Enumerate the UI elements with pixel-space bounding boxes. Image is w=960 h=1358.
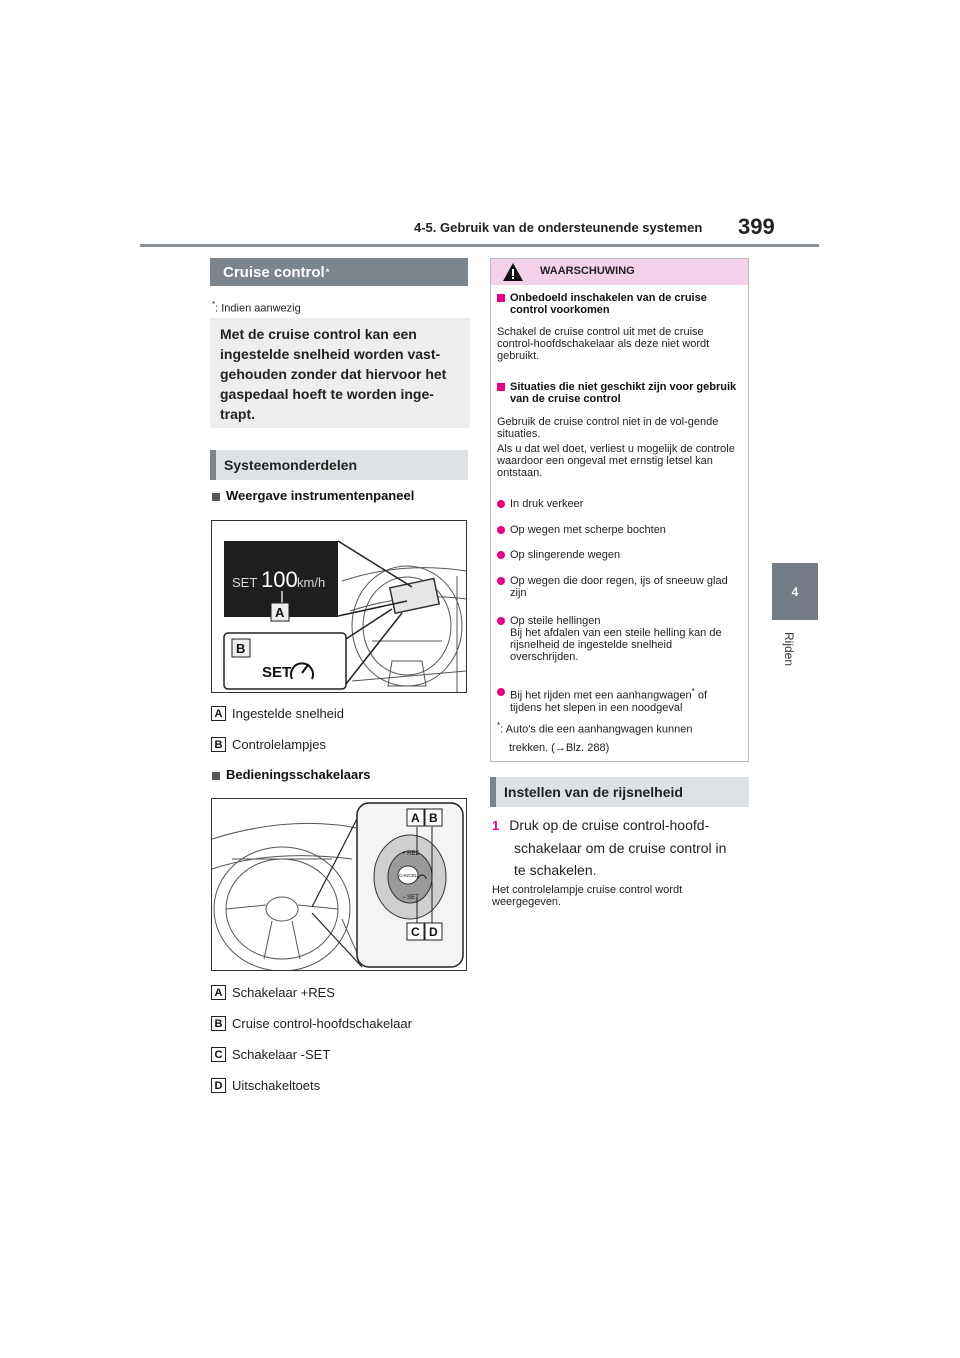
intro-line: gaspedaal hoeft te worden inge- — [220, 386, 434, 402]
legend-row — [211, 737, 326, 752]
instruction-step: 1 Druk op de cruise control-hoofd- schakelaar om de cruise control in te schakelen. — [492, 817, 727, 878]
callout-b-figure1: B — [236, 641, 246, 656]
pink-dot-bullet-icon — [497, 577, 505, 585]
legend-key-badge: A — [211, 706, 226, 721]
set-switch-label: − SET — [402, 895, 419, 901]
legend-key-badge: A — [211, 985, 226, 1000]
page-number: 399 — [738, 214, 775, 239]
legend-text: Schakelaar -SET — [232, 1047, 331, 1062]
legend-key-badge: B — [211, 737, 226, 752]
switches-heading: Bedieningsschakelaars — [212, 767, 371, 782]
square-bullet-icon — [212, 493, 220, 501]
intro-line: ingestelde snelheid worden vast- — [220, 346, 441, 362]
square-bullet-icon — [212, 772, 220, 780]
warning-list-item: Op slingerende wegen — [497, 549, 738, 561]
warning-footnote: *: Auto's die een aanhangwagen kunnen trekken. (→Blz. 288) — [497, 721, 693, 754]
warning-title: WAARSCHUWING — [540, 265, 635, 277]
warning-list-item: Op wegen met scherpe bochten — [497, 524, 738, 536]
steering-wheel-illustration — [212, 799, 466, 970]
section-title-cruise-control: Cruise control * — [210, 258, 468, 286]
legend-text: Schakelaar +RES — [232, 985, 335, 1000]
warning-list-item: Op wegen die door regen, ijs of sneeuw glad zijn — [497, 575, 738, 599]
intro-line: gehouden zonder dat hiervoor het — [220, 366, 447, 382]
chapter-tab-label: Rijden — [782, 632, 796, 667]
warning-subheading: Situaties die niet geschikt zijn voor gebruik van de cruise control — [497, 381, 740, 405]
callout-c-figure2: C — [411, 925, 420, 939]
warning-subheading: Onbedoeld inschakelen van de cruise control voorkomen — [497, 292, 740, 316]
warning-text: Als u dat wel doet, verliest u mogelijk de controle waardoor een ongeval met ernstig letsel kan ontstaan. — [497, 443, 735, 479]
pink-dot-bullet-icon — [497, 688, 505, 696]
instrument-display-figure — [211, 520, 467, 693]
intro-line: trapt. — [220, 406, 255, 422]
indicator-set-text: SET — [262, 664, 292, 681]
pink-dot-bullet-icon — [497, 551, 505, 559]
legend-row — [211, 1016, 412, 1031]
legend-row — [211, 985, 335, 1000]
legend-row — [211, 1047, 330, 1062]
res-switch-label: + RES — [402, 851, 420, 857]
pink-square-bullet-icon — [497, 294, 505, 302]
callout-b-figure2: B — [429, 811, 438, 825]
warning-triangle-icon — [502, 262, 524, 282]
section-title-set-speed: Instellen van de rijsnelheid — [490, 777, 749, 807]
legend-key-badge: C — [211, 1047, 226, 1062]
legend-text: Uitschakeltoets — [232, 1078, 321, 1093]
callout-a-figure2: A — [411, 811, 420, 825]
section-title-components: Systeemonderdelen — [210, 450, 468, 480]
intro-box — [210, 318, 470, 428]
display-unit-text: km/h — [297, 575, 326, 590]
legend-row — [211, 1078, 320, 1093]
display-set-text: SET — [232, 575, 258, 590]
legend-key-badge: D — [211, 1078, 226, 1093]
step-number: 1 — [492, 818, 500, 833]
warning-list-item: Op steile hellingen Bij het afdalen van een steile helling kan de rijsnelheid de ingestelde snelheid overschrijden. — [497, 615, 738, 663]
step-note: Het controlelampje cruise control wordt weergegeven. — [492, 884, 683, 908]
intro-line: Met de cruise control kan een — [220, 326, 417, 342]
running-header: 4-5. Gebruik van de ondersteunende systemen — [414, 220, 703, 235]
pink-dot-bullet-icon — [497, 617, 505, 625]
callout-d-figure2: D — [429, 925, 438, 939]
display-speed-text: 100 — [261, 567, 298, 592]
pink-dot-bullet-icon — [497, 526, 505, 534]
control-switches-figure — [211, 798, 467, 971]
cancel-switch-label: CANCEL — [399, 873, 418, 878]
display-heading: Weergave instrumentenpaneel — [212, 488, 414, 503]
instrument-display-illustration — [212, 521, 466, 692]
warning-text: Schakel de cruise control uit met de cruise control-hoofdschakelaar als deze niet wordt gebruikt. — [497, 326, 710, 362]
legend-text: Ingestelde snelheid — [232, 706, 345, 721]
legend-row — [211, 706, 344, 721]
warning-text: Gebruik de cruise control niet in de vol-gende situaties. — [497, 416, 719, 440]
legend-text: Cruise control-hoofdschakelaar — [232, 1016, 412, 1031]
availability-footnote: *: Indien aanwezig — [212, 300, 301, 315]
legend-key-badge: B — [211, 1016, 226, 1031]
pink-square-bullet-icon — [497, 383, 505, 391]
header-rule — [140, 244, 819, 247]
legend-text: Controlelampjes — [232, 737, 326, 752]
callout-a-figure1: A — [275, 605, 285, 620]
warning-list-item: Bij het rijden met een aanhangwagen* of tijdens het slepen in een noodgeval — [497, 686, 738, 714]
chapter-tab[interactable]: 4 — [772, 563, 818, 620]
warning-list-item: In druk verkeer — [497, 498, 738, 510]
pink-dot-bullet-icon — [497, 500, 505, 508]
